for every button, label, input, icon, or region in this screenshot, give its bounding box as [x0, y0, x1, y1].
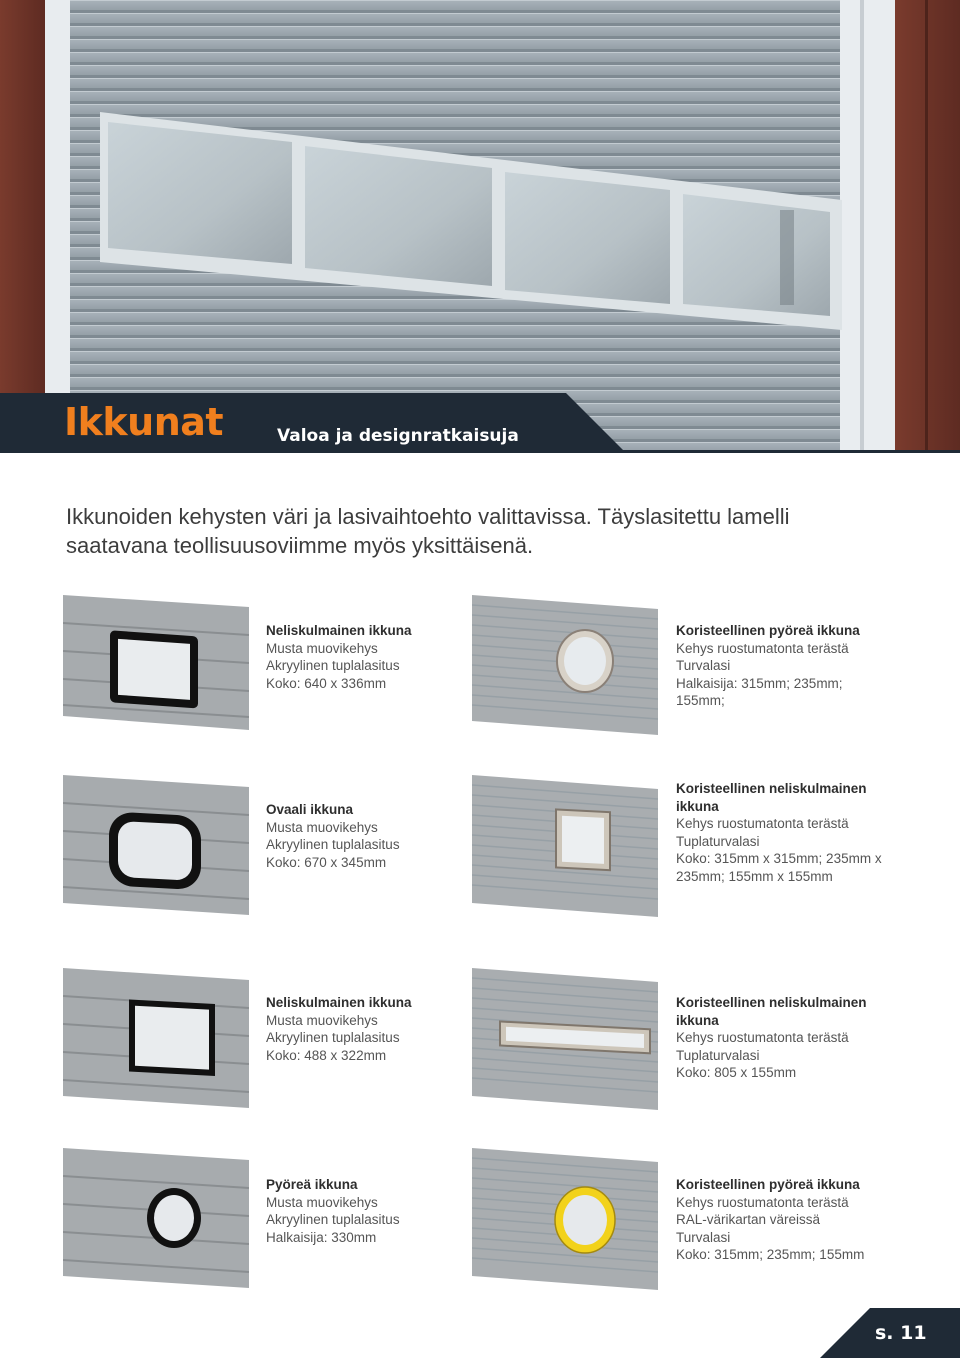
page-number: s. 11: [875, 1322, 927, 1344]
product-title: ikkuna: [676, 798, 719, 814]
product-detail: Tuplaturvalasi: [676, 1047, 760, 1063]
product-detail: Turvalasi: [676, 658, 731, 674]
product-title: Ovaali ikkuna: [266, 802, 354, 817]
product-detail: Koko: 670 x 345mm: [266, 854, 387, 870]
hero-photo: [0, 0, 960, 453]
product-detail: Musta muovikehys: [266, 1012, 378, 1028]
product-description: [266, 801, 496, 871]
product-detail: Kehys ruostumatonta terästä: [676, 1194, 849, 1210]
product-title: Koristeellinen neliskulmainen: [676, 995, 867, 1010]
product-detail: Turvalasi: [676, 1229, 731, 1245]
product-description: [266, 622, 496, 692]
product-detail: Halkaisija: 315mm; 235mm;: [676, 675, 843, 691]
product-description: [676, 780, 906, 886]
product-description: [676, 622, 906, 710]
product-title: Neliskulmainen ikkuna: [266, 995, 412, 1010]
product-detail: Koko: 315mm; 235mm; 155mm: [676, 1247, 865, 1263]
product-detail: Akryylinen tuplalasitus: [266, 837, 400, 853]
product-title: Pyöreä ikkuna: [266, 1177, 358, 1192]
page-subtitle: Valoa ja designratkaisuja: [277, 426, 519, 446]
product-description: [676, 1176, 906, 1264]
panel-decorative-square-window: [472, 775, 658, 917]
product-detail: Akryylinen tuplalasitus: [266, 1030, 400, 1046]
product-title: Koristeellinen pyöreä ikkuna: [676, 1177, 860, 1192]
intro-line: Ikkunoiden kehysten väri ja lasivaihtoehto valittavissa. Täyslasitettu lamelli: [66, 504, 790, 529]
product-description: [266, 994, 496, 1064]
product-description: [266, 1176, 496, 1246]
product-detail: Kehys ruostumatonta terästä: [676, 1030, 849, 1046]
product-detail: Koko: 488 x 322mm: [266, 1047, 387, 1063]
intro-text: [66, 502, 866, 560]
panel-decorative-long-window: [472, 968, 658, 1110]
panel-decorative-round-yellow-window: [472, 1148, 658, 1290]
product-detail: Tuplaturvalasi: [676, 833, 760, 849]
panel-rectangular-black-window: [63, 595, 249, 730]
product-detail: Koko: 640 x 336mm: [266, 675, 387, 691]
panel-decorative-round-window: [472, 595, 658, 735]
product-detail: Musta muovikehys: [266, 1194, 378, 1210]
product-description: [676, 994, 906, 1082]
product-detail: Koko: 805 x 155mm: [676, 1065, 797, 1081]
product-title: Koristeellinen pyöreä ikkuna: [676, 623, 860, 638]
product-detail: Akryylinen tuplalasitus: [266, 1212, 400, 1228]
product-detail: Koko: 315mm x 315mm; 235mm x: [676, 851, 882, 867]
product-detail: Halkaisija: 330mm: [266, 1229, 377, 1245]
panel-oval-window: [63, 775, 249, 915]
panel-rectangular-black-window-small: [63, 968, 249, 1108]
product-detail: Musta muovikehys: [266, 640, 378, 656]
product-detail: Musta muovikehys: [266, 819, 378, 835]
product-detail: 155mm;: [676, 693, 725, 709]
intro-line: saatavana teollisuusoviimme myös yksittäisenä.: [66, 533, 534, 558]
page-title: Ikkunat: [64, 400, 224, 444]
product-title: Koristeellinen neliskulmainen: [676, 781, 867, 796]
product-title: Neliskulmainen ikkuna: [266, 623, 412, 638]
panel-round-black-window: [63, 1148, 249, 1288]
product-detail: Kehys ruostumatonta terästä: [676, 816, 849, 832]
product-detail: Akryylinen tuplalasitus: [266, 658, 400, 674]
product-detail: Kehys ruostumatonta terästä: [676, 640, 849, 656]
product-title: ikkuna: [676, 1012, 719, 1028]
product-detail: 235mm; 155mm x 155mm: [676, 868, 833, 884]
product-detail: RAL-värikartan väreissä: [676, 1212, 821, 1228]
